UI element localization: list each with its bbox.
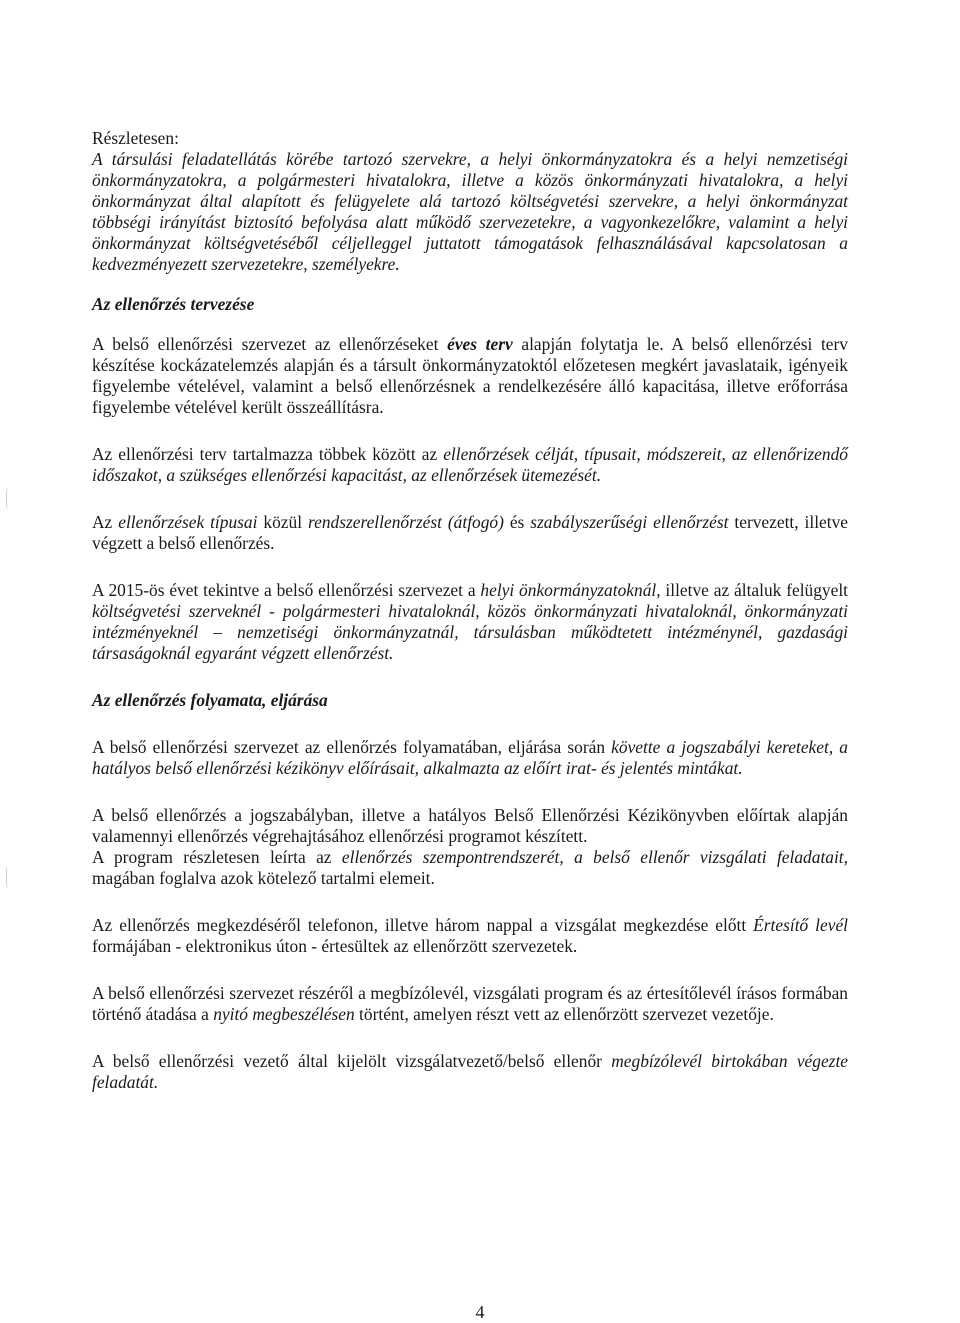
paragraph-mandate (92, 1051, 848, 1093)
text-run: Az ellenőrzés megkezdéséről telefonon, illetve három nappal a vizsgálat megkezdése előtt (92, 915, 754, 935)
text-run: A belső ellenőrzési szervezet részéről a megbízólevél, vizsgálati program és az értesítőlevél írásos formában történő átadása a (92, 983, 848, 1024)
text-run-italic: rendszerellenőrzést (átfogó) (307, 512, 504, 532)
text-run: történt, amelyen részt vett az ellenőrzött szervezet vezetője. (354, 1004, 774, 1024)
page-number: 4 (475, 1302, 485, 1322)
paragraph-notification (92, 915, 848, 957)
text-run-italic: ellenőrzések típusai (118, 512, 258, 532)
paragraph-plan-contents (92, 444, 848, 486)
text-run: illetve az általuk felügyelt (660, 580, 848, 600)
text-run-italic: helyi önkormányzatoknál, (480, 580, 661, 600)
text-run-emphasis: éves terv (447, 334, 513, 354)
paragraph-handover (92, 983, 848, 1025)
text-run: tervezett, illetve végzett a belső ellenőrzés. (92, 512, 848, 553)
text-run-italic: költségvetési szerveknél - polgármesteri hivataloknál, közös önkormányzati hivataloknál, önkormányzati intézményeknél – nemzetiségi önkormányzatnál, társulásban működtetett intézménynél, gazdasági társaságoknál egyaránt végzett ellenőrzést. (92, 601, 848, 663)
text-run-italic: szabályszerűségi ellenőrzést (530, 512, 729, 532)
scan-margin-mark (6, 488, 9, 510)
section-heading-process: Az ellenőrzés folyamata, eljárása (92, 690, 328, 710)
text-run: A belső ellenőrzési szervezet az ellenőrzés folyamatában, eljárása során (92, 737, 612, 757)
paragraph-program-details (92, 847, 848, 889)
text-run-italic: megbízólevél birtokában végezte feladatát. (92, 1051, 848, 1092)
text-run: magában foglalva azok kötelező tartalmi elemeit. (92, 868, 435, 888)
text-run: A belső ellenőrzési vezető által kijelölt vizsgálatvezető/belső ellenőr (92, 1051, 612, 1071)
paragraph-annual-plan (92, 334, 848, 418)
text-run: A belső ellenőrzési szervezet az ellenőrzéseket (92, 334, 448, 354)
text-run: közül (257, 512, 308, 532)
text-run: Az ellenőrzési terv tartalmazza többek között az (92, 444, 444, 464)
text-run: és (503, 512, 531, 532)
text-run: alapján folytatja le. A belső ellenőrzési terv készítése kockázatelemzés alapján és a társult önkormányzatoktól előzetesen megkért javaslataik, igényeik figyelembe vételével, valamint a belső ellenőrzésnek a rendelkezésére álló kapacitása, illetve erőforrása figyelembe vételével került összeállításra. (92, 334, 848, 417)
text-run-italic: követte a jogszabályi kereteket, a hatályos belső ellenőrzési kézikönyv előírásait, alkalmazta az előírt irat- és jelentés mintákat. (92, 737, 848, 778)
text-run: A 2015-ös évet tekintve a belső ellenőrzési szervezet a (92, 580, 481, 600)
page-content (92, 128, 848, 1093)
scan-margin-mark (6, 866, 9, 888)
text-run-italic: nyitó megbeszélésen (213, 1004, 355, 1024)
intro-label: Részletesen: (92, 128, 179, 148)
text-run: A program részletesen leírta az (92, 847, 342, 867)
text-run: Az (92, 512, 119, 532)
paragraph-process (92, 737, 848, 779)
section-heading-planning: Az ellenőrzés tervezése (92, 294, 255, 314)
paragraph-2015-scope (92, 580, 848, 664)
text-run-italic: Értesítő levél (753, 915, 848, 935)
text-run-italic: ellenőrzés szempontrendszerét, a belső ellenőr vizsgálati feladatait, (341, 847, 848, 867)
text-run: formájában - elektronikus úton - értesültek az ellenőrzött szervezetek. (92, 936, 578, 956)
intro-paragraph: A társulási feladatellátás körébe tartozó szervekre, a helyi önkormányzatokra és a helyi nemzetiségi önkormányzatokra, a polgármesteri hivatalokra, illetve a közös önkormányzati hivatalokra, a helyi önkormányzat által alapított és felügyelete alá tartozó költségvetési szervekre, a helyi önkormányzat többségi irányítást biztosító befolyása alatt működő szervezetekre, a vagyonkezelőkre, valamint a helyi önkormányzat költségvetéséből céljelleggel juttatott támogatások felhasználásával kapcsolatosan a kedvezményezett szervezetekre, személyekre. (92, 149, 848, 274)
paragraph-audit-types (92, 512, 848, 554)
text-run-italic: ellenőrzések célját, típusait, módszereit, az ellenőrizendő időszakot, a szükséges ellenőrzési kapacitást, az ellenőrzések ütemezését. (92, 444, 848, 485)
paragraph-audit-program: A belső ellenőrzés a jogszabályban, illetve a hatályos Belső Ellenőrzési Kézikönyvben előírtak alapján valamennyi ellenőrzés végrehajtásához ellenőrzési programot készített. (92, 805, 848, 846)
